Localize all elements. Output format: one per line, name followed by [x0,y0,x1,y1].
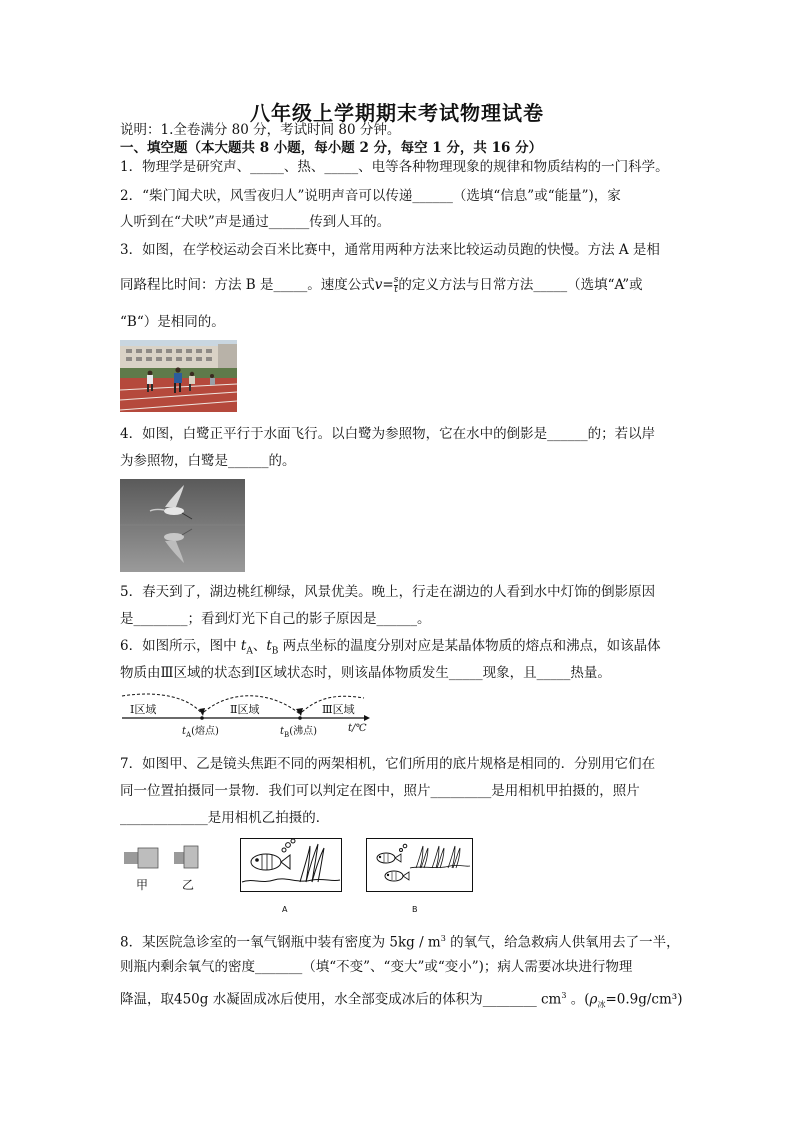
photo-b-illustration [366,838,473,892]
cm-superscript: 3 [561,991,567,1000]
photo-a-illustration [240,838,342,892]
camera-yi-label: 乙 [182,878,195,892]
question-6-line-1 [120,637,661,661]
tA-text: (熔点) [191,726,219,737]
question-5-line-2: 是________；看到灯光下自己的影子原因是______。 [120,611,431,627]
question-3-text-b: 的定义方法与日常方法_____（选填“A”或 [398,277,643,293]
tA-subscript: A [246,646,253,657]
tA-sub: A [186,731,192,738]
question-7-line-1: 7．如图甲、乙是镜头焦距不同的两架相机，它们所用的底片规格是相同的．分别用它们在 [120,756,656,772]
fraction-numerator: s [393,275,399,285]
camera-jia-label: 甲 [136,878,149,892]
question-3-line-3: “B“）是相同的。 [120,314,225,330]
question-4-line-2: 为参照物，白鹭是______的。 [120,453,296,469]
axis-label: t/℃ [348,723,367,734]
velocity-symbol: v= [374,277,394,293]
tB-sub: B [284,731,290,738]
camera-illustration [122,842,202,892]
question-4-line-1: 4．如图，白鹭正平行于水面飞行。以白鹭为参照物，它在水中的倒影是______的；若以岸 [120,426,656,442]
region-3-label: Ⅲ区域 [322,703,355,716]
tB-symbol: t [266,638,272,654]
question-8-line-2: 则瓶内剩余氧气的密度_______（填“不变”、“变大”或“变小”)；病人需要冰块进行物理 [120,959,633,975]
photo-b-label: B [412,905,418,914]
question-1: 1．物理学是研究声、_____、热、_____、电等各种物理现象的规律和物质结构的一门科学。 [120,159,669,175]
question-8-line-3 [120,987,682,1014]
question-3-line-2 [120,276,643,295]
question-8-text-e: =0.9g/cm³) [605,991,683,1008]
question-6-line-2: 物质由Ⅲ区域的状态到Ⅰ区域状态时，则该晶体物质发生_____现象，且_____热量。 [120,665,611,681]
egret-photo [120,479,245,572]
question-8-text-b: 的氧气，给急救病人供氧用去了一半， [445,934,680,951]
region-1-label: Ⅰ区域 [130,703,157,716]
section-heading: 一、填空题（本大题共 8 小题，每小题 2 分，每空 1 分，共 16 分） [120,140,543,156]
fraction-denominator: t [394,285,398,295]
question-6-text-a: 6．如图所示，图中 [120,638,241,654]
ice-subscript: 冰 [597,1000,606,1010]
boiling-point-label [280,722,317,738]
question-7-line-2: 同一位置拍摄同一景物．我们可以判定在图中，照片_________是用相机甲拍摄的，照片 [120,783,640,799]
cubic-superscript: 3 [440,934,446,943]
exam-note: 说明：1.全卷满分 80 分，考试时间 80 分钟。 [120,122,401,138]
question-5-line-1: 5．春天到了，湖边桃红柳绿，风景优美。晚上，行走在湖边的人看到水中灯饰的倒影原因 [120,584,656,600]
question-3-line-1: 3．如图，在学校运动会百米比赛中，通常用两种方法来比较运动员跑的快慢。方法 A 是相 [120,242,660,258]
page-title: 八年级上学期期末考试物理试卷 [250,101,544,125]
tB-text: (沸点) [289,726,317,737]
tA-symbol: t [240,638,247,654]
question-7-line-3: _____________是用相机乙拍摄的． [120,810,330,826]
question-8-text-c: 降温，取450g 水凝固成冰后使用，水全部变成冰后的体积为________ cm [120,991,562,1008]
question-2-line-1: 2．“柴门闻犬吠，风雪夜归人”说明声音可以传递______（选填“信息”或“能量”)，家 [120,188,621,204]
separator: 、 [252,638,267,654]
question-2-line-2: 人听到在“犬吠”声是通过______传到人耳的。 [120,214,391,230]
tA-t: t [182,726,187,737]
rho-symbol: ρ [589,991,598,1008]
photo-a-label: A [282,905,288,914]
question-3-text-a: 同路程比时间：方法 B 是_____。速度公式 [120,277,375,293]
phase-region-diagram [120,688,380,738]
melting-point-label [182,722,219,738]
question-8-text-a: 8．某医院急诊室的一氧气钢瓶中装有密度为 5kg / m [120,934,441,951]
question-8-text-d: 。( [566,991,590,1008]
running-race-photo [120,340,237,412]
region-2-label: Ⅱ区域 [230,703,260,716]
tB-t: t [280,726,285,737]
question-6-text-b: 两点坐标的温度分别对应是某晶体物质的熔点和沸点，如该晶体 [278,638,661,654]
question-8-line-1 [120,930,680,952]
tB-subscript: B [271,646,279,657]
